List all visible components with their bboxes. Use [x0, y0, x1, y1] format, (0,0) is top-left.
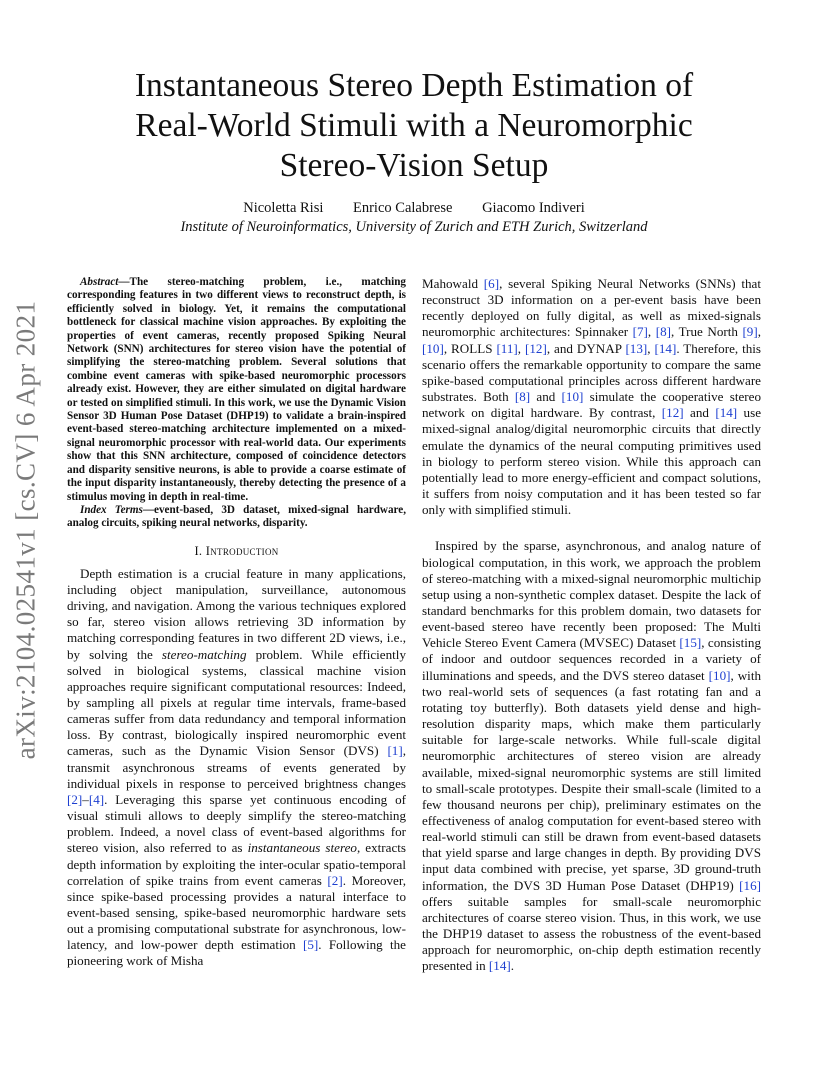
text-run: problem. While efficiently solved in biological systems, classical machine vision approaches require significant computational resources: Indeed, by sampling all pixels at regular time intervals, frame-based cameras suffer from data redundancy and temporal information loss. By contrast, biologically inspired neuromorphic event cameras, such as the Dynamic Vision Sensor (DVS) [67, 646, 406, 759]
citation-link[interactable]: [14] [715, 405, 738, 421]
text-run: simulate the cooperative stereo network on digital hardware. By contrast, [422, 389, 761, 421]
body-paragraph [422, 538, 761, 974]
title-line: Instantaneous Stereo Depth Estimation of [134, 67, 694, 104]
text-run: offers suitable samples for small-scale neuromorphic architectures of coarse stereo vision. Thus, in this work, we use the DHP19 dataset to assess the robustness of the event-based approach for neuromorphic, on-chip depth estimation recently presented in [422, 893, 761, 974]
citation-link[interactable]: [5] [303, 937, 319, 953]
text-run: . Leveraging this sparse yet continuous encoding of visual stimuli allows to deeply simplify the stereo-matching problem. Indeed, a novel class of event-based algorithms for stereo vision, also referred to as [67, 791, 406, 856]
citation-link[interactable]: [2] [67, 791, 83, 807]
author-name: Enrico Calabrese [353, 200, 453, 216]
text-run: , extracts depth information by exploiting the inter-ocular spatio-temporal correlation of spike trains from event cameras [67, 840, 407, 888]
citation-link[interactable]: [1] [387, 743, 403, 759]
citation-link[interactable]: [4] [88, 791, 105, 807]
text-run: . Therefore, this scenario offers the remarkable opportunity to compare the same spike-based computational principles across different hardware substrates. Both [422, 340, 762, 405]
emphasis: instantaneous stereo [247, 840, 357, 856]
citation-link[interactable]: [10] [561, 389, 584, 405]
citation-link[interactable]: [16] [739, 877, 761, 893]
citation-link[interactable]: [9] [742, 324, 758, 340]
text-run: , True North [671, 324, 743, 340]
abstract [67, 276, 406, 504]
citation-link[interactable]: [7] [632, 324, 648, 340]
right-column [422, 276, 761, 975]
text-run: Depth estimation is a crucial feature in many applications, including object manipulation, surveillance, autonomous driving, and navigation. Among the various techniques explored so far, stereo vision allows retrieving 3D information by matching corresponding features in two different 2D views, i.e., by solving the [67, 565, 406, 662]
text-run: . Moreover, since spike-based processing provides a natural interface to event-based sensing, spike-based neuromorphic hardware sets out a promising computational substrate for asynchronous, low-latency, and low-power depth estimation [67, 872, 406, 953]
citation-link[interactable]: [2] [327, 872, 343, 888]
text-run: and [683, 405, 716, 421]
citation-link[interactable]: [11] [496, 340, 518, 356]
abstract-text: —The stereo-matching problem, i.e., matching corresponding features in two different views to reconstruct depth, is efficiently solved in biology. Yet, it remains the computational bottleneck for classical machine vision approaches. By exploiting the properties of event cameras, recently proposed Spiking Neural Network (SNN) architectures for stereo vision have the potential of simplifying the stereo-matching problem. Several solutions that combine event cameras with spike-based neuromorphic processors already exist. However, they are either simulated on digital hardware or tested on simplified stimuli. In this work, we use the Dynamic Vision Sensor 3D Human Pose Dataset (DHP19) to validate a brain-inspired event-based stereo-matching architecture implemented on a mixed-signal neuromorphic processor with real-world data. Our experiments show that this SNN architecture, composed of coincidence detectors and disparity sensitive neurons, is able to provide a coarse estimate of the input disparity instantaneously, thereby detecting the presence of a stimulus moving in depth in real-time. [67, 276, 406, 503]
left-column [67, 276, 406, 970]
citation-link[interactable]: [6] [483, 276, 500, 291]
text-run: , [647, 324, 656, 340]
text-run: , transmit asynchronous streams of events generated by individual pixels in response to perceived brightness changes [67, 743, 406, 791]
author-list [90, 200, 738, 217]
title-line: Stereo-Vision Setup [279, 147, 549, 184]
text-run: . [510, 958, 515, 974]
body-paragraph [422, 276, 761, 518]
text-run: and [530, 389, 562, 405]
text-run: , and DYNAP [546, 340, 626, 356]
citation-link[interactable]: [13] [625, 340, 648, 356]
citation-link[interactable]: [14] [488, 958, 511, 974]
text-run: , with two real-world sets of sequences (a fast rotating fan and a rotating toy butterfly). Both datasets yield dense and high-resolution disparity maps, which make them particularly suitable for large-scale networks. While full-scale digital neuromorphic architectures of stereo vision are already available, mixed-signal neuromorphic systems are still limited to small-scale prototypes. Despite their small-scale (limited to a few thousand neurons per chip), preliminary estimates on the effectiveness of analog computation for event-based stereo with real-world stimuli can still be drawn from event-based datasets that yield sparse and large changes in depth. By providing DVS input data combined with precise, yet sparse, 3D ground-truth information, the DVS 3D Human Pose Dataset (DHP19) [422, 667, 762, 893]
text-run: , consisting of indoor and outdoor sequences recorded in a variety of illuminations and speeds, and the DVS stereo dataset [422, 635, 762, 683]
arxiv-sidebar-stamp [0, 290, 52, 770]
text-run: , ROLLS [443, 340, 497, 356]
text-run: Inspired by the sparse, asynchronous, and analog nature of biological computation, in this work, we approach the problem of stereo-matching with a mixed-signal neuromorphic multichip setup using a non-synthetic complex dataset. Despite the lack of standard benchmarks for this problem domain, two datasets for event-based stereo have recently been proposed: The Multi Vehicle Stereo Event Camera (MVSEC) Dataset [422, 538, 761, 651]
text-run: , several Spiking Neural Networks (SNNs) that reconstruct 3D information on a per-event basis have been recently deployed on fully digital, as well as mixed-signals neuromorphic architectures: Spinnaker [422, 276, 761, 340]
citation-link[interactable]: [15] [679, 635, 702, 651]
section-heading [67, 544, 406, 559]
text-run: – [82, 791, 89, 807]
citation-link[interactable]: [10] [422, 340, 444, 356]
index-terms-text: —event-based, 3D dataset, mixed-signal hardware, analog circuits, spiking neural networks, disparity. [67, 503, 406, 530]
citation-link[interactable]: [14] [654, 340, 677, 356]
text-run: , [757, 324, 761, 340]
text-run: , [647, 340, 655, 356]
section-number: I. [194, 543, 206, 558]
intro-paragraph [67, 566, 406, 970]
author-name: Giacomo Indiveri [482, 200, 585, 216]
arxiv-id: arXiv:2104.02541v1 [cs.CV] 6 Apr 2021 [10, 300, 41, 760]
author-name: Nicoletta Risi [243, 200, 324, 216]
citation-link[interactable]: [12] [525, 340, 547, 356]
text-run: , [517, 340, 525, 356]
emphasis: stereo-matching [161, 646, 247, 662]
citation-link[interactable]: [12] [661, 405, 684, 421]
index-terms [67, 504, 406, 531]
text-run: Mahowald [422, 276, 484, 291]
affiliation: Institute of Neuroinformatics, University of Zurich and ETH Zurich, Switzerland [180, 219, 648, 235]
citation-link[interactable]: [10] [708, 667, 731, 683]
title-line: Real-World Stimuli with a Neuromorphic [135, 107, 693, 144]
paper-title [90, 66, 738, 186]
text-run: . Following the pioneering work of Misha [67, 937, 406, 969]
index-terms-label: Index Terms [80, 503, 143, 516]
citation-link[interactable]: [8] [514, 389, 531, 405]
citation-link[interactable]: [8] [655, 324, 672, 340]
abstract-label: Abstract [80, 276, 119, 288]
text-run: use mixed-signal analog/digital neuromorphic circuits that directly emulate the dynamics of the neural computing primitives used in biology to perform stereo vision. While this approach can potentially lead to more energy-efficient and compact solutions, it suffers from noisy computation and it has been tested so far only with simplified stimuli. [422, 405, 762, 518]
section-title: Introduction [205, 543, 279, 558]
